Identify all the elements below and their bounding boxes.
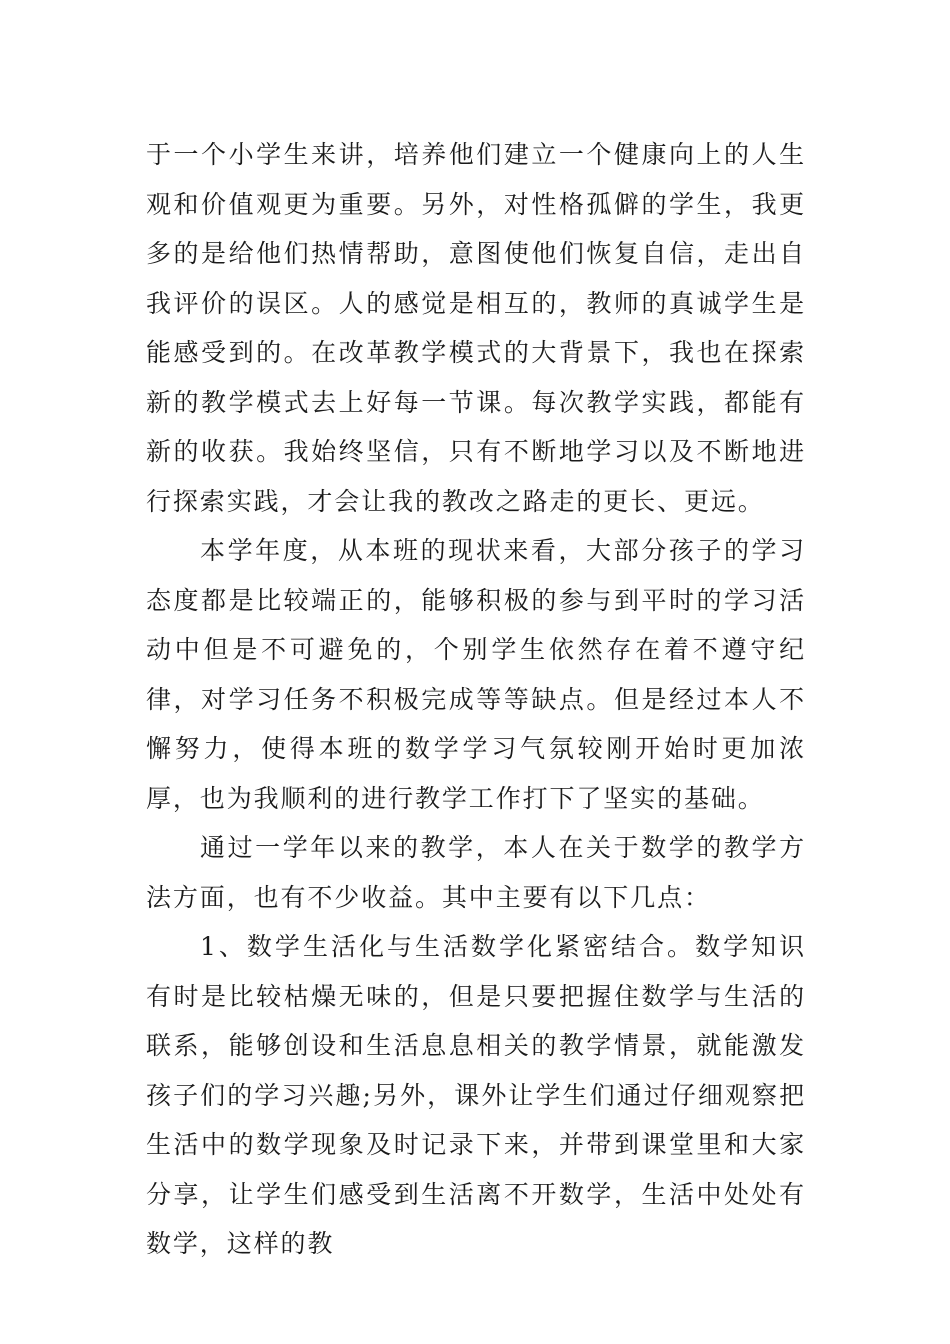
paragraph-continuation: 于一个小学生来讲，培养他们建立一个健康向上的人生观和价值观更为重要。另外，对性格孤僻的学生，我更多的是给他们热情帮助，意图使他们恢复自信，走出自我评价的误区。人的感觉是相互的，教师的真诚学生是能感受到的。在改革教学模式的大背景下，我也在探索新的教学模式去上好每一节课。每次教学实践，都能有新的收获。我始终坚信，只有不断地学习以及不断地进行探索实践，才会让我的教改之路走的更长、更远。 <box>146 140 806 516</box>
paragraph-class-status: 本学年度，从本班的现状来看，大部分孩子的学习态度都是比较端正的，能够积极的参与到平时的学习活动中但是不可避免的，个别学生依然存在着不遵守纪律，对学习任务不积极完成等等缺点。但是经过本人不懈努力，使得本班的数学学习气氛较刚开始时更加浓厚，也为我顺利的进行教学工作打下了坚实的基础。 <box>146 536 806 813</box>
document-body <box>146 130 806 1269</box>
paragraph-teaching-methods-intro: 通过一学年以来的教学，本人在关于数学的教学方法方面，也有不少收益。其中主要有以下几点： <box>146 833 806 912</box>
paragraph-point-1: 1、数学生活化与生活数学化紧密结合。数学知识有时是比较枯燥无味的，但是只要把握住数学与生活的联系，能够创设和生活息息相关的教学情景，就能激发孩子们的学习兴趣;另外，课外让学生们通过仔细观察把生活中的数学现象及时记录下来，并带到课堂里和大家分享，让学生们感受到生活离不开数学，生活中处处有数学，这样的教 <box>146 932 806 1258</box>
